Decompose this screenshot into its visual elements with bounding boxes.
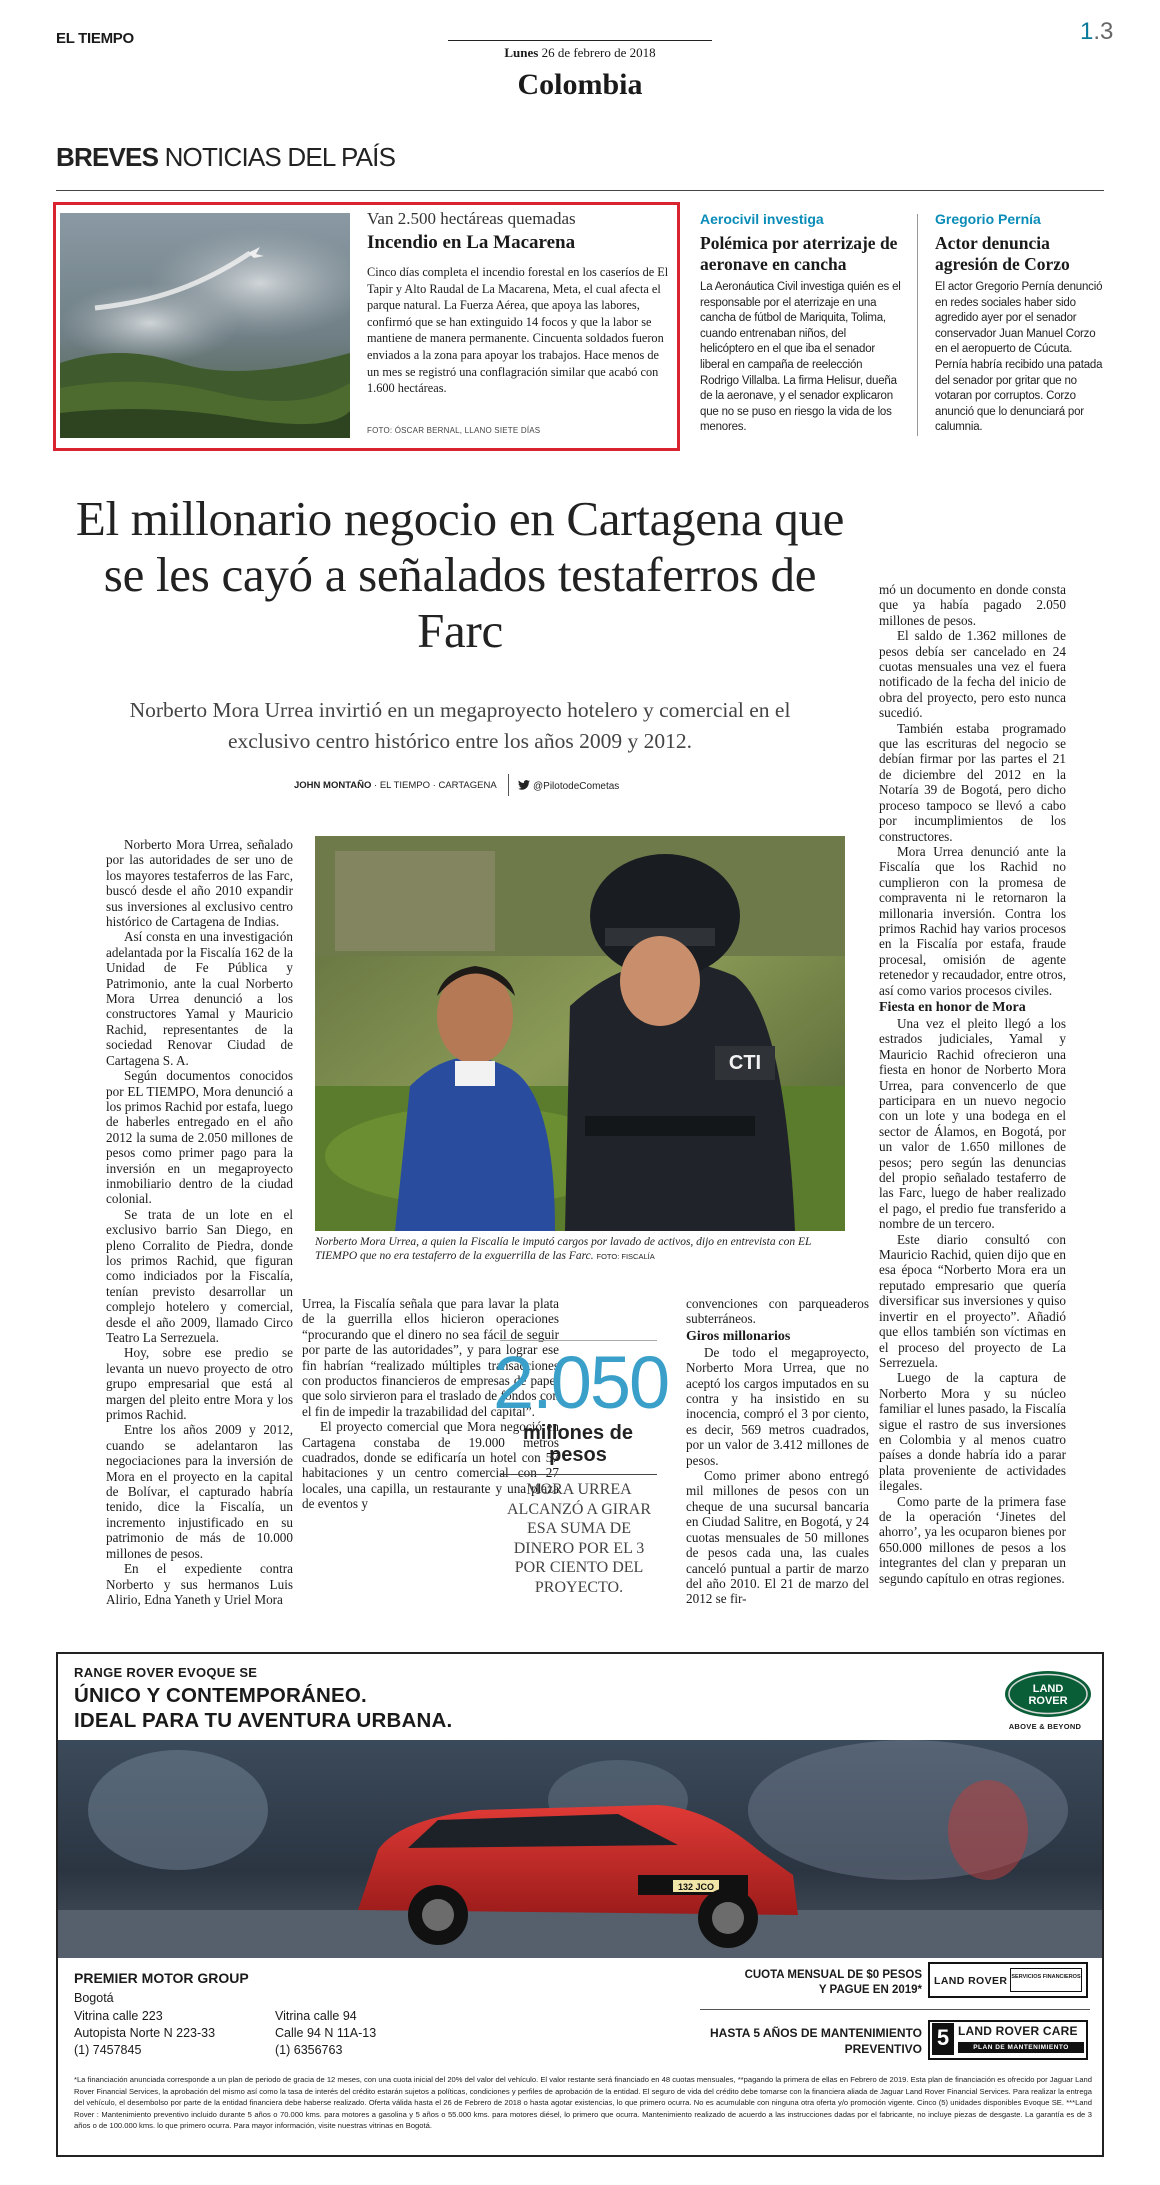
paragraph: Como parte de la primera fase de la operación ‘Jinetes del ahorro’, ya les ocuparon bienes por 650.000 millones de pesos a los integrantes del clan y preparan un segundo capítulo en otras regiones. <box>879 1493 1066 1586</box>
dealer-address-1: Vitrina calle 223 Autopista Norte N 223-33 (1) 7457845 <box>74 2009 216 2057</box>
paragraph: mó un documento en donde consta que ya había pagado 2.050 millones de pesos. <box>879 582 1066 628</box>
paragraph: En el expediente contra Norberto y sus hermanos Luis Alirio, Edna Yaneth y Uriel Mora <box>106 1561 293 1607</box>
arrest-photo <box>315 836 845 1231</box>
paragraph: De todo el megaproyecto, Norberto Mora Urrea, que no aceptó los cargos imputados en su contra y ha insistido en su inocencia, compró el 3 por ciento, es decir, 569 metros cuadrados, por un valor de 3.412 millones de pesos. <box>686 1344 869 1468</box>
article-column-4 <box>686 1296 869 1607</box>
breves-label: BREVES NOTICIAS DEL PAÍS <box>56 142 396 172</box>
paragraph: Entre los años 2009 y 2012, cuando se adelantaron las negociaciones para la inversión de Mora en el proyecto en la capital de Bolívar, el capturado habría tenido, dice la Fiscalía, un incremento injustificado en su patrimonio de más de 10.000 millones de pesos. <box>106 1422 293 1561</box>
paragraph: Urrea, la Fiscalía señala que para lavar la plata de la guerrilla ellos hicieron operaciones “procurando que el dinero no sea fácil de seguir por parte de las autoridades”, y para lograr ese fin habrían “realizado múltiples transacciones con productos financieros de empresas de papel que solo sirvieron para el traslado de fondos con el fin de impedir la trazabilidad del capital”. <box>302 1296 559 1419</box>
paragraph: Norberto Mora Urrea, señalado por las autoridades de ser uno de los mayores testaferros de las Farc, buscó desde el año 2010 expandir sus inversiones al exclusivo centro histórico de Cartagena de Indias. <box>106 837 293 930</box>
paragraph: Una vez el pleito llegó a los estrados judiciales, Yamal y Mauricio Rachid ofrecieron una fiesta en honor de Norberto Mora Urrea, para convencerlo de que participara en un nuevo negocio con un lote y una bodega en el sector de Álamos, en Bogotá, por un valor de 1.650 millones de pesos; pero según las denuncias del propio señalado testaferro de las Farc, luego de haber realizado el pago, el predio fue transferido a nombre de un tercero. <box>879 1015 1066 1232</box>
breve-2-body: La Aeronáutica Civil investiga quién es el responsable por el aterrizaje en una cancha de fútbol de Mariquita, Tolima, cuando entrenaban niños, del helicóptero en el que iba el senador liberal en campaña de reelección Rodrigo Villalba. La firma Helisur, dueña de la aeronave, y el senador explicaron que no se puso en riesgo la vida de los menores. <box>700 281 901 434</box>
article-headline: El millonario negocio en Cartagena que se les cayó a señalados testaferros de Farc <box>75 491 845 658</box>
breve-2-kicker: Aerocivil investiga <box>700 211 824 227</box>
breves-divider <box>56 190 1104 191</box>
article-deck: Norberto Mora Urrea invirtió en un megaproyecto hotelero y comercial en el exclusivo centro histórico entre los años 2009 y 2012. <box>129 698 791 753</box>
license-plate: 132 JCO <box>677 1882 715 1892</box>
paragraph: El saldo de 1.362 millones de pesos debía ser cancelado en 24 cuotas mensuales una vez el fuera notificado de la fecha del inicio de obra del proyecto, pero esto nunca sucedió. <box>879 628 1066 721</box>
ad-fine-print: *La financiación anunciada corresponde a un plan de periodo de gracia de 12 meses, con una cuota inicial del 20% del valor del vehículo. El valor restante será financiado en 48 cuotas mensuales, **pagando la primera de ellas en Febrero de 2019. Esta plan de financiación es ofrecido por Jaguar Land Rover Financial Services, la aprobación del mismo así como la tasa de interés del crédito estarán sujetos a políticas, condiciones y perfiles de aprobación de la entidad. El seguro de vida del crédito debe tomarse con la financiera aliada de Jaguar Land Rover Financial Services. Para realizar la entrega del vehículo, el desembolso por parte de la entidad financiera debe haberse realizado. Oferta válida hasta el 26 de Febrero de 2018 o hasta agotar existencias, lo que primero ocurra. No es acumulable con ninguna otra oferta y/o promoción vigente. Cinco (5) unidades disponibles Evoque SE. ***Land Rover : Mantenimiento preventivo incluido durante 5 años o 70.000 kms. para motores a gasolina y 5 años o 55.000 kms. para motores diésel, lo primero que ocurra. Mantenimiento realizado de acuerdo a las instrucciones dadas por el fabricante, no incluye piezas de desgaste. La garantía es de 3 años o de 100.000 kms. lo que primero ocurra. Para mayor información, visite nuestras vitrinas en Bogotá. <box>74 2075 1092 2131</box>
ad-monthly-offer: CUOTA MENSUAL DE $0 PESOS Y PAGUE EN 2019* <box>744 1969 922 1996</box>
care-title: LAND ROVER CARE <box>958 2024 1078 2038</box>
masthead: EL TIEMPO <box>56 30 134 47</box>
paragraph: Según documentos conocidos por EL TIEMPO, Mora denunció a los primos Rachid por estafa, luego de haberles entregado en el año 2012 la suma de 2.050 millones de pesos como primer pago para la inversión en un megaproyecto inmobiliario dentro de la ciudad colonial. <box>106 1068 293 1207</box>
paragraph: Mora Urrea denunció ante la Fiscalía que los Rachid no cumplieron con la promesa de compraventa ni le retornaron la millonaria inversión. Contra los primos Rachid hay varios procesos en la Fiscalía por estafa, fraude procesal, omisión de agente retenedor y recaudador, entre otros, así como varios procesos civiles. <box>879 843 1066 998</box>
car-photo <box>58 1740 1102 1958</box>
breve-3-kicker: Gregorio Pernía <box>935 211 1041 227</box>
paragraph: Hoy, sobre ese predio se levanta un nuevo proyecto de otro grupo empresarial que está al margen del pleito entre Mora y los primos Rachid. <box>106 1345 293 1423</box>
breve-1-title: Incendio en La Macarena <box>367 232 576 253</box>
dealer-address-2: Vitrina calle 94 Calle 94 N 11A-13 (1) 6356763 <box>275 2009 377 2057</box>
paragraph: Luego de la captura de Norberto Mora y su núcleo familiar el lunes pasado, la Fiscalía sigue el rastro de sus inversiones en Colombia y al menos cuatro países a donde habría ido a parar plata proveniente de actividades ilegales. <box>879 1370 1066 1494</box>
twitter-icon <box>518 780 530 790</box>
cti-badge: CTI <box>728 1052 762 1074</box>
breve-1-credit: FOTO: ÓSCAR BERNAL, LLANO SIETE DÍAS <box>367 426 541 435</box>
issue-date: Lunes 26 de febrero de 2018 <box>448 40 712 61</box>
ad-brand: RANGE ROVER EVOQUE SE <box>74 1665 258 1680</box>
logo-word-rover: ROVER <box>1028 1695 1068 1707</box>
paragraph: Se trata de un lote en el exclusivo barrio San Diego, en pleno Corralito de Piedra, donde los primos Rachid, que figuran como indiciados por la Fiscalía, tenían previsto desarrollar un complejo hotelero y comercial, desde el año 2009, llamado Circo Teatro La Serrezuela. <box>106 1206 293 1345</box>
paragraph: Como primer abono entregó mil millones de pesos con un cheque de una sucursal bancaria en Ciudad Salitre, en Bogotá, y 24 cuotas mensuales de 50 millones de pesos cada una, las cuales canceló puntual a partir de marzo del año 2010. El 21 de marzo del 2012 se fir- <box>686 1468 869 1607</box>
subhead-fiesta: Fiesta en honor de Mora <box>879 999 1026 1015</box>
paragraph: convenciones con parqueaderos subterráneos. <box>686 1296 869 1327</box>
breve-1-kicker: Van 2.500 hectáreas quemadas <box>367 209 576 228</box>
care-years: 5 <box>932 2023 954 2055</box>
logo-word-land: LAND <box>1032 1683 1064 1695</box>
byline-divider <box>508 774 509 796</box>
byline: JOHN MONTAÑO · EL TIEMPO · CARTAGENA <box>294 780 497 791</box>
callout-number: 2.050 <box>493 1341 669 1424</box>
ad-logo-tagline: ABOVE & BEYOND <box>1008 1722 1082 1731</box>
twitter-handle: @PilotodeCometas <box>518 780 619 792</box>
land-rover-logo <box>1004 1670 1092 1718</box>
paragraph: Así consta en una investigación adelantada por la Fiscalía 162 de la Unidad de Fe Pública y Patrimonio, ante la cual Norberto Mora Urrea denunció a los constructores Yamal y Mauricio Rachid, representantes de la sociedad Renovar Ciudad de Cartagena S. A. <box>106 929 293 1068</box>
breve-1-body: Cinco días completa el incendio forestal en los caseríos de El Tapir y Alto Raudal de La Macarena, Meta, el cual afecta el parque natural. La Fuerza Aérea, que apoya las labores, confirmó que se han extinguido 14 focos y que la labor se mantiene de manera permanente. Cincuenta soldados fueron enviados a la zona para apoyar los trabajos. Hace menos de un mes se registró una conflagración similar que acabó con 1.600 hectáreas. <box>367 265 669 396</box>
breve-2-title: Polémica por aterrizaje de aeronave en cancha <box>700 233 898 274</box>
section-title: Colombia <box>517 68 643 101</box>
page-number: 1.3 <box>1080 18 1114 45</box>
dealer-city: Bogotá <box>74 1991 114 2005</box>
paragraph: También estaba programado que las escrituras del negocio se debían firmar por las partes el 21 de diciembre del 2012 en la Notaría 39 de Bogotá, pero dicho proceso tampoco se llevó a cabo por incumplimientos de los constructores. <box>879 720 1066 844</box>
callout-unit: millones de pesos <box>522 1422 634 1466</box>
photo-caption: Norberto Mora Urrea, a quien la Fiscalía le imputó cargos por lavado de activos, dijo en entrevista con EL TIEMPO que no era testaferro de la exguerrilla de las Farc. FOTO: FISCALÍA <box>315 1236 812 1262</box>
ad-divider <box>700 2009 1090 2010</box>
article-column-5 <box>879 582 1066 1586</box>
care-subtitle: PLAN DE MANTENIMIENTO <box>958 2042 1084 2053</box>
paragraph: El proyecto comercial que Mora negoció en Cartagena constaba de 19.000 metros cuadrados, donde se edificaría un hotel con 57 habitaciones y un centro comercial con 27 locales, una capilla, un restaurante y una plaza de eventos y <box>302 1419 559 1512</box>
article-column-1 <box>106 837 293 1607</box>
ad-maintenance-offer: HASTA 5 AÑOS DE MANTENIMIENTO PREVENTIVO <box>709 2026 922 2056</box>
fire-photo <box>60 213 350 438</box>
dealer-name: PREMIER MOTOR GROUP <box>74 1970 249 1986</box>
badge-services: SERVICIOS FINANCIEROS <box>1010 1968 1082 1992</box>
paragraph: Este diario consultó con Mauricio Rachid, quien dijo que en esa época “Norberto Mora era un reputado empresario que quería diversificar sus inversiones y quiso invertir en el proyecto”. Añadió que ellos también son víctimas en el proceso del proyecto de La Serrezuela. <box>879 1231 1066 1370</box>
subhead-giros: Giros millonarios <box>686 1328 791 1344</box>
breve-3-body: El actor Gregorio Pernía denunció en redes sociales haber sido agredido ayer por el senador conservador Juan Manuel Corzo en el aeropuerto de Cúcuta. Pernía habría recibido una patada del senador por gritar que no votaran por corruptos. Corzo anunció que lo denunciará por calumnia. <box>935 281 1103 434</box>
callout-description: MORA URREA ALCANZÓ A GIRAR ESA SUMA DE DINERO POR EL 3 POR CIENTO DEL PROYECTO. <box>506 1481 651 1596</box>
badge-brand: LAND ROVER <box>934 1975 1008 1987</box>
breve-3-title: Actor denuncia agresión de Corzo <box>935 233 1070 274</box>
column-divider <box>917 214 918 436</box>
callout-rule <box>500 1474 657 1475</box>
ad-title: ÚNICO Y CONTEMPORÁNEO. IDEAL PARA TU AVENTURA URBANA. <box>74 1684 453 1732</box>
